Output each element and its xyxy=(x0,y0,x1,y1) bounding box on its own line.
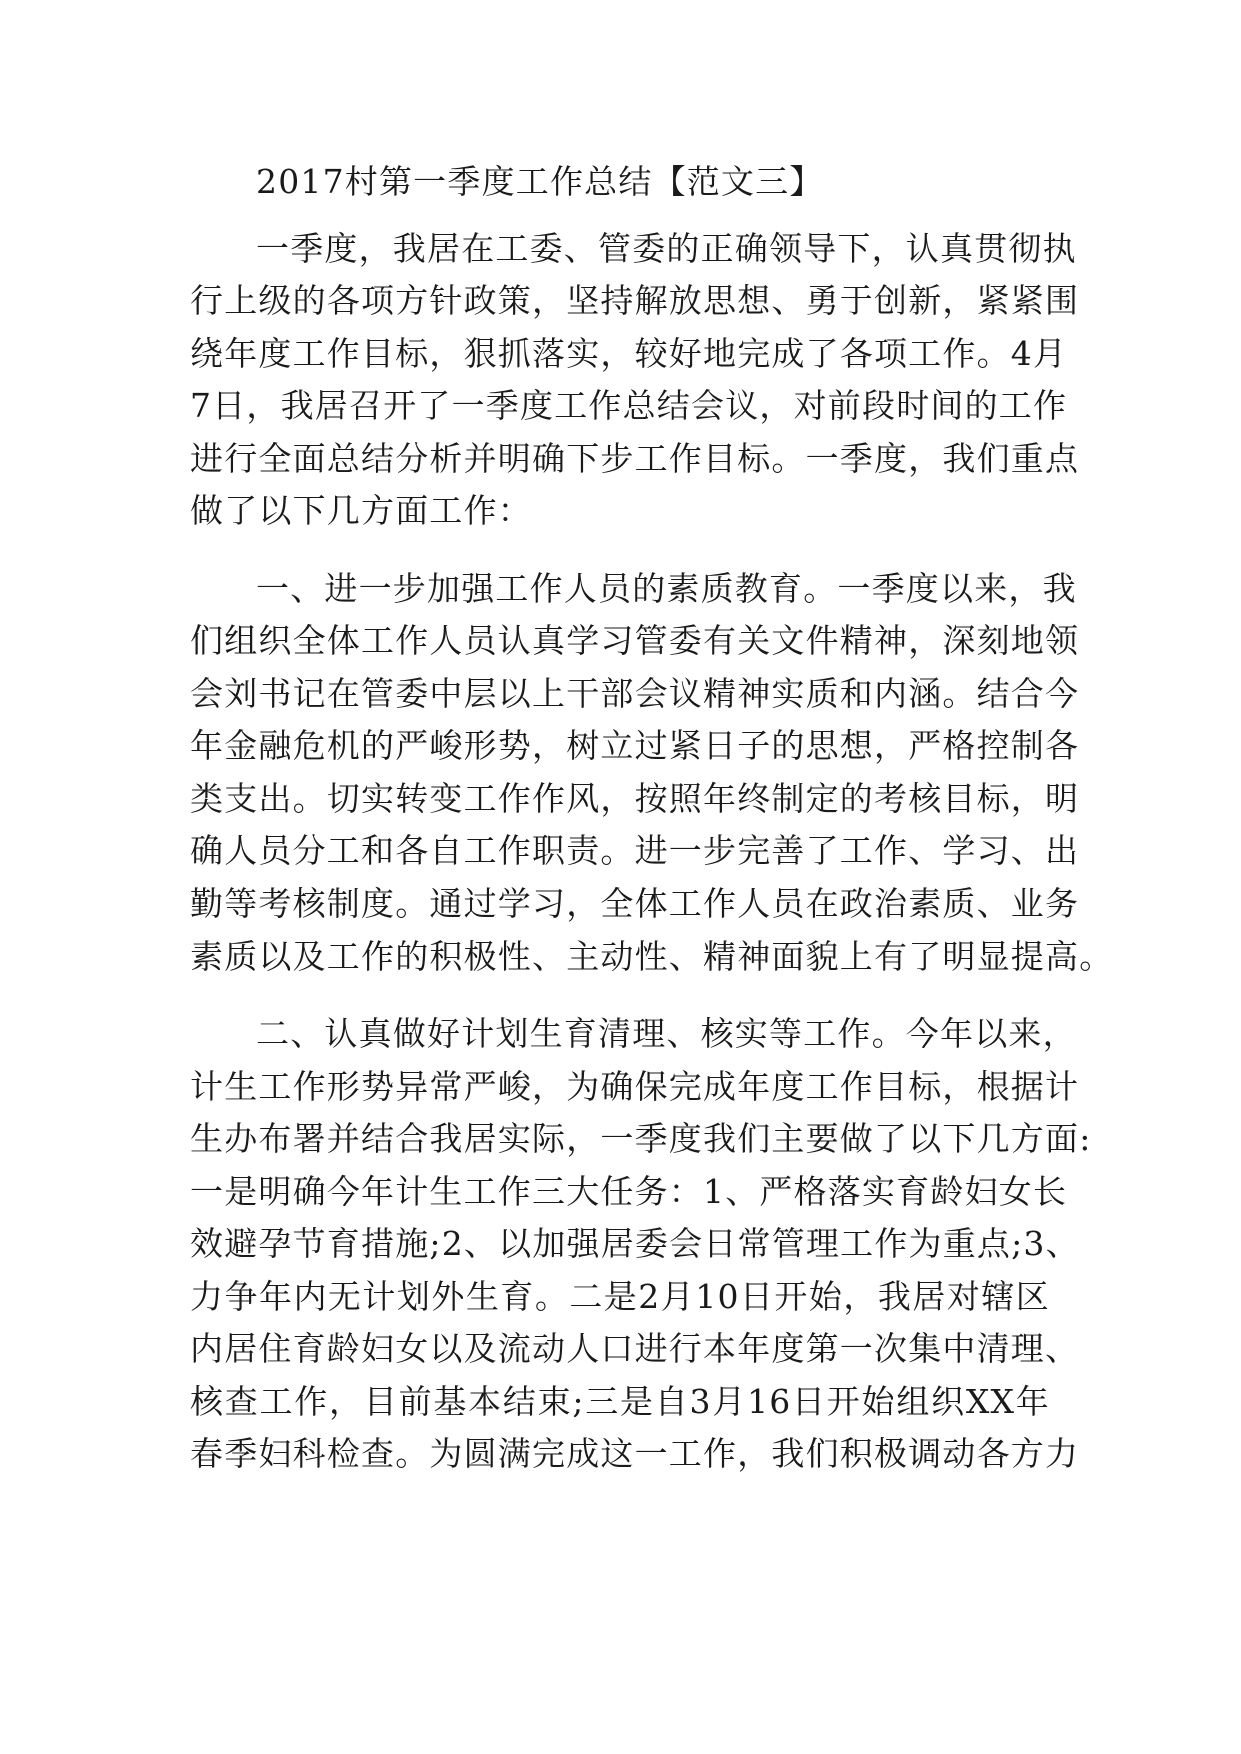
paragraph-line: 二、认真做好计划生育清理、核实等工作。今年以来， xyxy=(256,1014,1077,1053)
paragraph-line: 一、进一步加强工作人员的素质教育。一季度以来，我 xyxy=(256,569,1077,608)
paragraph-line: 效避孕节育措施;2、以加强居委会日常管理工作为重点;3、 xyxy=(190,1224,1080,1263)
document-title: 2017村第一季度工作总结【范文三】 xyxy=(256,162,824,201)
paragraph-line: 力争年内无计划外生育。二是2月10日开始，我居对辖区 xyxy=(190,1277,1050,1316)
paragraph-line: 做了以下几方面工作： xyxy=(190,491,532,530)
paragraph-line: 进行全面总结分析并明确下步工作目标。一季度，我们重点 xyxy=(190,439,1080,478)
paragraph-line: 春季妇科检查。为圆满完成这一工作，我们积极调动各方力 xyxy=(190,1434,1080,1473)
paragraph-line: 类支出。切实转变工作作风，按照年终制定的考核目标，明 xyxy=(190,779,1080,818)
paragraph-line: 们组织全体工作人员认真学习管委有关文件精神，深刻地领 xyxy=(190,621,1080,660)
paragraph-line: 会刘书记在管委中层以上干部会议精神实质和内涵。结合今 xyxy=(190,674,1080,713)
paragraph-line: 确人员分工和各自工作职责。进一步完善了工作、学习、出 xyxy=(190,831,1080,870)
paragraph-line: 绕年度工作目标，狠抓落实，较好地完成了各项工作。4月 xyxy=(190,334,1068,373)
paragraph-line: 生办布署并结合我居实际，一季度我们主要做了以下几方面: xyxy=(190,1119,1092,1158)
paragraph-line: 计生工作形势异常严峻，为确保完成年度工作目标，根据计 xyxy=(190,1067,1080,1106)
paragraph-line: 一季度，我居在工委、管委的正确领导下，认真贯彻执 xyxy=(256,229,1077,268)
paragraph-line: 内居住育龄妇女以及流动人口进行本年度第一次集中清理、 xyxy=(190,1329,1080,1368)
paragraph-line: 核查工作，目前基本结束;三是自3月16日开始组织XX年 xyxy=(190,1382,1050,1421)
paragraph-line: 素质以及工作的积极性、主动性、精神面貌上有了明显提高。 xyxy=(190,937,1114,976)
paragraph-line: 勤等考核制度。通过学习，全体工作人员在政治素质、业务 xyxy=(190,884,1080,923)
paragraph-line: 一是明确今年计生工作三大任务：1、严格落实育龄妇女长 xyxy=(190,1172,1068,1211)
paragraph-line: 7日，我居召开了一季度工作总结会议，对前段时间的工作 xyxy=(190,386,1068,425)
paragraph-line: 年金融危机的严峻形势，树立过紧日子的思想，严格控制各 xyxy=(190,726,1080,765)
paragraph-line: 行上级的各项方针政策，坚持解放思想、勇于创新，紧紧围 xyxy=(190,281,1080,320)
